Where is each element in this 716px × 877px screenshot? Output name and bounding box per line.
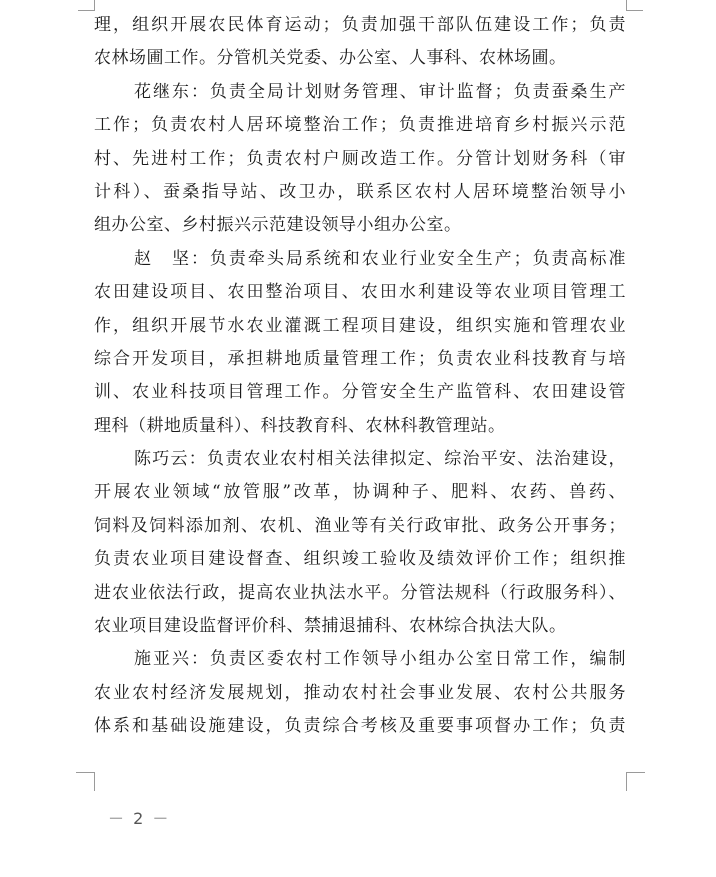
page-number: － 2 － bbox=[108, 809, 171, 828]
crop-mark-top-left bbox=[78, 0, 95, 11]
paragraph-start-line: 施亚兴：负责区委农村工作领导小组办公室日常工作，编制 bbox=[134, 649, 626, 670]
text-line: 村、先进村工作；负责农村户厕改造工作。分管计划财务科（审 bbox=[94, 148, 626, 169]
text-line: 进农业依法行政，提高农业执法水平。分管法规科（行政服务科）、 bbox=[94, 582, 626, 603]
paragraph-start-line: 花继东：负责全局计划财务管理、审计监督；负责蚕桑生产 bbox=[134, 81, 626, 102]
text-line: 农林场圃工作。分管机关党委、办公室、人事科、农林场圃。 bbox=[94, 48, 567, 69]
text-line: 开展农业领域“放管服”改革，协调种子、肥料、农药、兽药、 bbox=[94, 482, 626, 503]
text-line: 工作；负责农村人居环境整治工作；负责推进培育乡村振兴示范 bbox=[94, 115, 626, 136]
crop-mark-top-right bbox=[626, 0, 643, 11]
text-line: 农田建设项目、农田整治项目、农田水利建设等农业项目管理工 bbox=[94, 282, 626, 303]
text-line: 作，组织开展节水农业灌溉工程项目建设，组织实施和管理农业 bbox=[94, 315, 626, 336]
text-line: 组办公室、乡村振兴示范建设领导小组办公室。 bbox=[94, 215, 462, 236]
crop-mark-bottom-right bbox=[626, 772, 645, 791]
text-line: 综合开发项目，承担耕地质量管理工作；负责农业科技教育与培 bbox=[94, 348, 626, 369]
text-line: 训、农业科技项目管理工作。分管安全生产监管科、农田建设管 bbox=[94, 382, 626, 403]
text-line: 饲料及饲料添加剂、农机、渔业等有关行政审批、政务公开事务； bbox=[94, 515, 626, 536]
paragraph-start-line: 陈巧云：负责农业农村相关法律拟定、综治平安、法治建设， bbox=[134, 449, 626, 470]
text-line: 理科（耕地质量科）、科技教育科、农林科教管理站。 bbox=[94, 415, 506, 436]
document-body bbox=[94, 9, 626, 744]
text-line: 理，组织开展农民体育运动；负责加强干部队伍建设工作；负责 bbox=[94, 15, 626, 35]
text-line: 负责农业项目建设督查、组织竣工验收及绩效评价工作；组织推 bbox=[94, 549, 626, 570]
text-line: 体系和基础设施建设，负责综合考核及重要事项督办工作；负责 bbox=[94, 716, 626, 737]
text-line: 计科）、蚕桑指导站、改卫办，联系区农村人居环境整治领导小 bbox=[94, 181, 626, 202]
paragraph-start-line: 赵 坚：负责牵头局系统和农业行业安全生产；负责高标准 bbox=[134, 248, 626, 269]
text-line: 农业项目建设监督评价科、禁捕退捕科、农林综合执法大队。 bbox=[94, 616, 567, 637]
text-line: 农业农村经济发展规划，推动农村社会事业发展、农村公共服务 bbox=[94, 682, 626, 703]
crop-mark-bottom-left bbox=[76, 772, 95, 791]
